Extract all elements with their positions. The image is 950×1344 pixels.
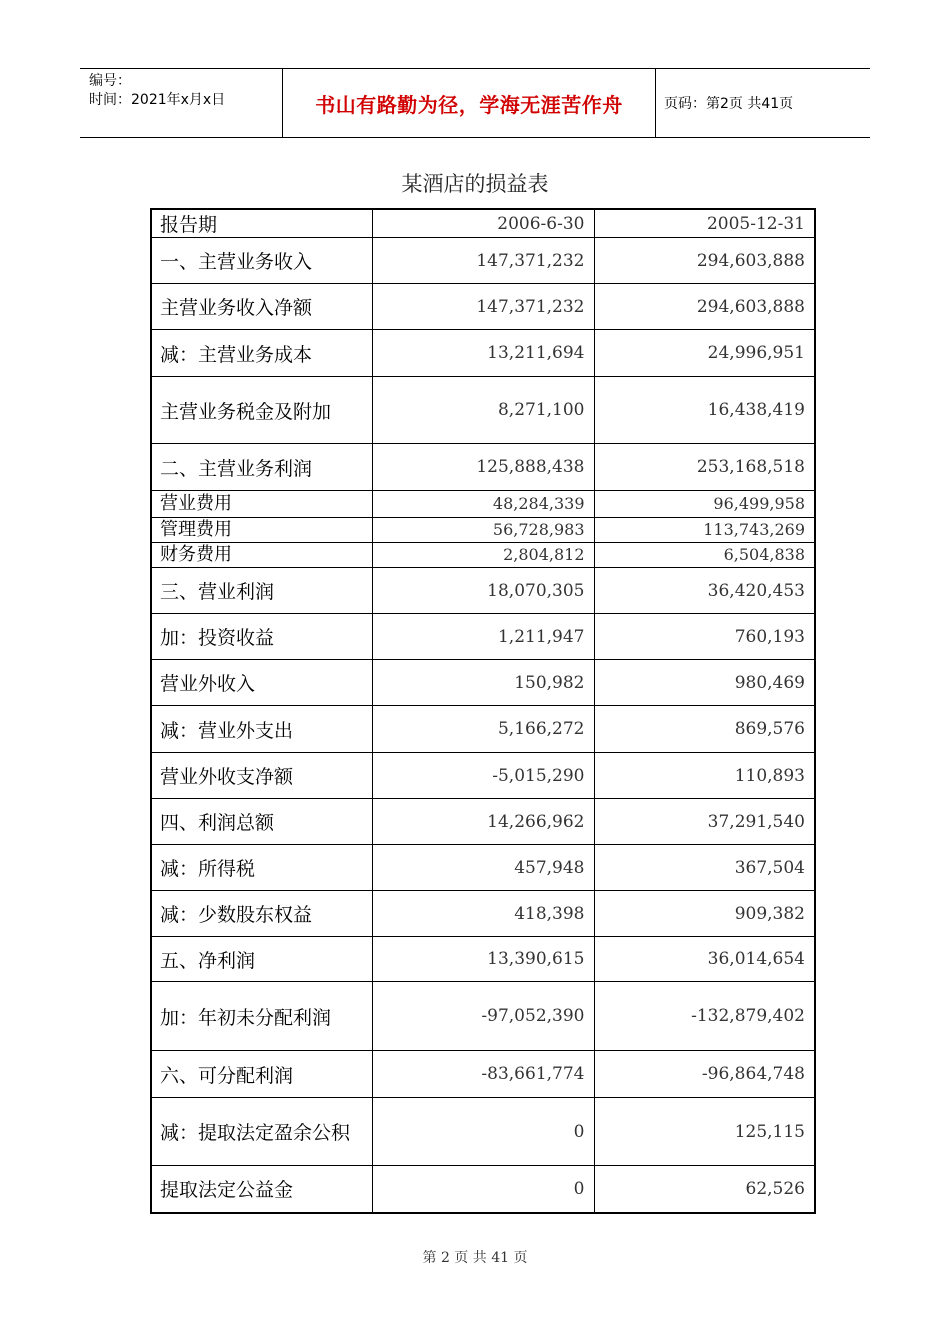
- header-meta: [80, 69, 282, 140]
- header-page-info: 页码：第2页 共41页: [664, 96, 794, 112]
- value-2006: -83,661,774: [372, 1051, 594, 1098]
- value-2005: 125,115: [594, 1098, 815, 1166]
- value-2005: 36,420,453: [594, 568, 815, 614]
- table-row: [151, 491, 815, 518]
- column-header-2005: 2005-12-31: [594, 209, 815, 238]
- document-number-label: 编号：: [89, 73, 131, 89]
- row-label: 二、主营业务利润: [151, 444, 372, 491]
- row-label: 管理费用: [151, 518, 372, 543]
- value-2006: 5,166,272: [372, 706, 594, 753]
- row-label: 财务费用: [151, 543, 372, 568]
- table-row: [151, 1098, 815, 1166]
- value-2005: 909,382: [594, 891, 815, 937]
- value-2005: 62,526: [594, 1166, 815, 1213]
- value-2005: 36,014,654: [594, 937, 815, 982]
- value-2006: -97,052,390: [372, 982, 594, 1051]
- value-2006: 1,211,947: [372, 614, 594, 660]
- row-label: 营业外收入: [151, 660, 372, 706]
- value-2005: -96,864,748: [594, 1051, 815, 1098]
- table-row: [151, 614, 815, 660]
- table-row: [151, 330, 815, 377]
- table-row: [151, 284, 815, 330]
- table-row: [151, 444, 815, 491]
- table-header-row: [151, 209, 815, 238]
- table-row: [151, 937, 815, 982]
- table-row: [151, 982, 815, 1051]
- value-2005: 869,576: [594, 706, 815, 753]
- table-row: [151, 377, 815, 444]
- table-row: [151, 799, 815, 845]
- row-label: 三、营业利润: [151, 568, 372, 614]
- value-2005: 367,504: [594, 845, 815, 891]
- table-row: [151, 753, 815, 799]
- value-2005: 16,438,419: [594, 377, 815, 444]
- value-2005: 294,603,888: [594, 284, 815, 330]
- value-2006: 56,728,983: [372, 518, 594, 543]
- page-header: [80, 68, 870, 138]
- table-row: [151, 518, 815, 543]
- row-label: 营业外收支净额: [151, 753, 372, 799]
- value-2006: 0: [372, 1098, 594, 1166]
- document-date: 时间：2021年x月x日: [89, 92, 226, 108]
- value-2006: -5,015,290: [372, 753, 594, 799]
- value-2006: 125,888,438: [372, 444, 594, 491]
- row-label: 四、利润总额: [151, 799, 372, 845]
- value-2005: -132,879,402: [594, 982, 815, 1051]
- row-label: 减：提取法定盈余公积: [151, 1098, 372, 1166]
- row-label: 提取法定公益金: [151, 1166, 372, 1213]
- value-2006: 418,398: [372, 891, 594, 937]
- table-row: [151, 891, 815, 937]
- column-header-2006: 2006-6-30: [372, 209, 594, 238]
- header-motto-cell: [282, 69, 656, 137]
- value-2005: 253,168,518: [594, 444, 815, 491]
- value-2005: 96,499,958: [594, 491, 815, 518]
- row-label: 六、可分配利润: [151, 1051, 372, 1098]
- value-2006: 8,271,100: [372, 377, 594, 444]
- page-footer: 第 2 页 共 41 页: [422, 1250, 528, 1266]
- value-2006: 147,371,232: [372, 238, 594, 284]
- row-label: 减：少数股东权益: [151, 891, 372, 937]
- value-2006: 0: [372, 1166, 594, 1213]
- row-label: 减：主营业务成本: [151, 330, 372, 377]
- value-2005: 980,469: [594, 660, 815, 706]
- value-2006: 48,284,339: [372, 491, 594, 518]
- table-row: [151, 660, 815, 706]
- value-2006: 13,390,615: [372, 937, 594, 982]
- value-2006: 13,211,694: [372, 330, 594, 377]
- value-2005: 760,193: [594, 614, 815, 660]
- row-label: 五、净利润: [151, 937, 372, 982]
- value-2005: 113,743,269: [594, 518, 815, 543]
- value-2006: 457,948: [372, 845, 594, 891]
- value-2006: 150,982: [372, 660, 594, 706]
- row-label: 减：所得税: [151, 845, 372, 891]
- value-2005: 110,893: [594, 753, 815, 799]
- value-2005: 24,996,951: [594, 330, 815, 377]
- table-row: [151, 568, 815, 614]
- table-row: [151, 706, 815, 753]
- row-label: 一、主营业务收入: [151, 238, 372, 284]
- value-2006: 18,070,305: [372, 568, 594, 614]
- table-row: [151, 1051, 815, 1098]
- table-row: [151, 238, 815, 284]
- row-label: 加：年初未分配利润: [151, 982, 372, 1051]
- income-statement-table: [150, 208, 816, 1214]
- row-label: 减：营业外支出: [151, 706, 372, 753]
- header-motto: 书山有路勤为径，学海无涯苦作舟: [315, 92, 623, 117]
- value-2006: 147,371,232: [372, 284, 594, 330]
- row-label: 加：投资收益: [151, 614, 372, 660]
- value-2005: 294,603,888: [594, 238, 815, 284]
- row-label: 主营业务收入净额: [151, 284, 372, 330]
- table-row: [151, 543, 815, 568]
- table-row: [151, 845, 815, 891]
- value-2006: 2,804,812: [372, 543, 594, 568]
- column-header-period: 报告期: [151, 209, 372, 238]
- value-2005: 6,504,838: [594, 543, 815, 568]
- row-label: 营业费用: [151, 491, 372, 518]
- table-row: [151, 1166, 815, 1213]
- statement-title: 某酒店的损益表: [401, 172, 549, 196]
- value-2005: 37,291,540: [594, 799, 815, 845]
- value-2006: 14,266,962: [372, 799, 594, 845]
- row-label: 主营业务税金及附加: [151, 377, 372, 444]
